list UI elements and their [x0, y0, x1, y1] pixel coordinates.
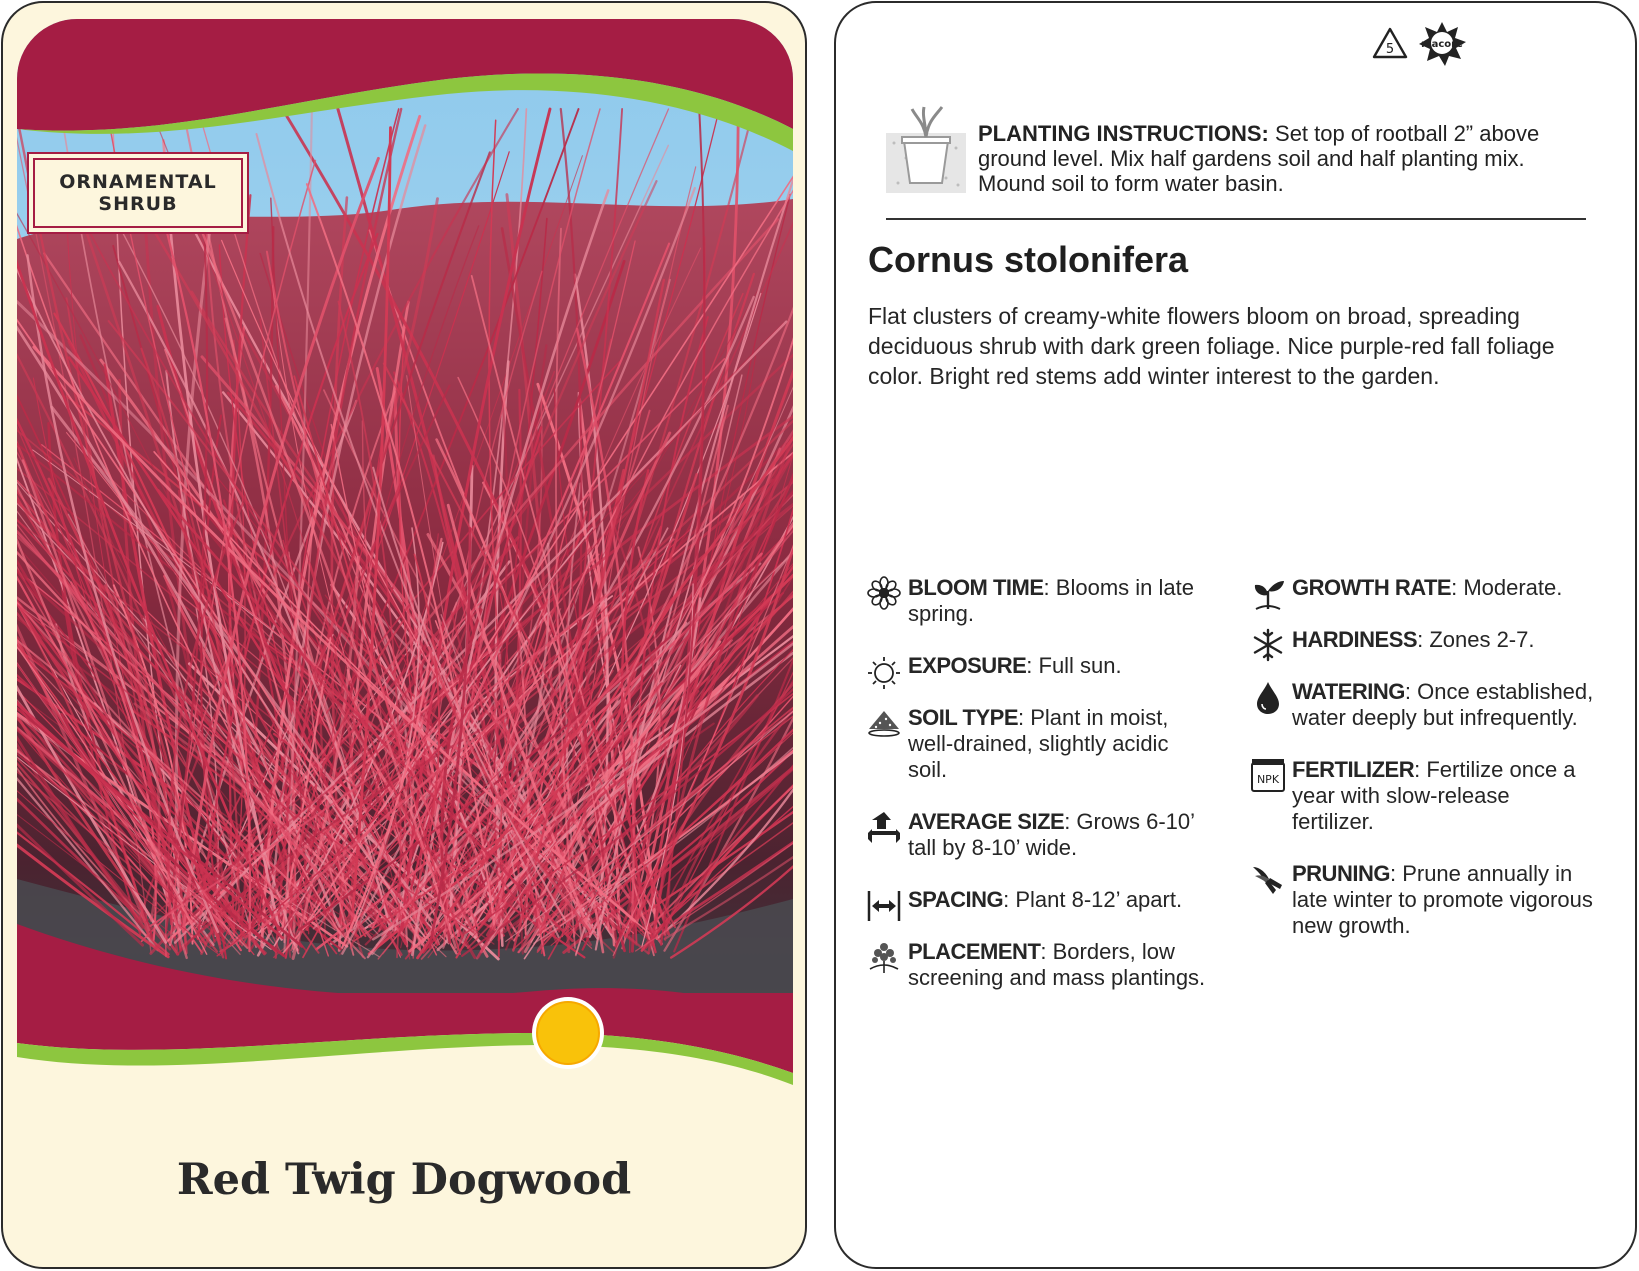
fertilizer-label: FERTILIZER — [1292, 757, 1415, 782]
recycle-number: 5 — [1385, 42, 1395, 57]
planting-instructions — [886, 103, 1586, 203]
macore-brand: macore — [1421, 39, 1463, 50]
planting-text — [978, 121, 1578, 196]
back-card — [834, 1, 1637, 1269]
soil-type-label: SOIL TYPE — [908, 705, 1019, 730]
spacing-value: Plant 8-12’ apart. — [1015, 887, 1183, 912]
potted-plant-icon — [886, 103, 966, 198]
attr-spacing: SPACING: Plant 8-12’ apart. — [866, 887, 1211, 913]
placement-icon — [866, 939, 902, 975]
fertilizer-value: Fertilize once a year with slow-release fertilizer. — [1292, 757, 1576, 834]
attr-growth-rate: GROWTH RATE: Moderate. — [1250, 575, 1595, 601]
pruning-value: Prune annually in late winter to promote vigorous new growth. — [1292, 861, 1593, 938]
exposure-label: EXPOSURE — [908, 653, 1027, 678]
attr-bloom-time: BLOOM TIME: Blooms in late spring. — [866, 575, 1211, 627]
front-card — [1, 1, 807, 1269]
common-name: Red Twig Dogwood — [176, 1155, 632, 1205]
water-drop-icon — [1250, 679, 1286, 715]
bottom-bands — [17, 993, 793, 1113]
hardiness-value: Zones 2-7. — [1429, 627, 1535, 652]
ornamental-shrub-badge — [33, 158, 243, 228]
fertilizer-icon-text: NPK — [1256, 773, 1280, 786]
placement-value: Borders, low screening and mass plantings. — [908, 939, 1206, 990]
bloom-time-label: BLOOM TIME — [908, 575, 1044, 600]
badge-line-1: ORNAMENTAL — [59, 171, 217, 193]
logos — [1371, 21, 1467, 67]
spacing-label: SPACING — [908, 887, 1004, 912]
attr-placement: PLACEMENT: Borders, low screening and mass plantings. — [866, 939, 1211, 991]
planting-body: Set top of rootball 2” above ground level. Mix half gardens soil and half planting mix. Mound soil to form water basin. — [978, 121, 1540, 196]
bloom-time-value: Blooms in late spring. — [908, 575, 1194, 626]
planting-label: PLANTING INSTRUCTIONS: — [978, 121, 1269, 146]
divider — [886, 218, 1586, 220]
spacing-icon — [866, 887, 902, 923]
hardiness-label: HARDINESS — [1292, 627, 1418, 652]
soil-icon — [866, 705, 902, 741]
average-size-value: Grows 6-10’ tall by 8-10’ wide. — [908, 809, 1195, 860]
badge-line-2: SHRUB — [98, 193, 178, 215]
pruning-shears-icon — [1250, 861, 1286, 897]
growth-rate-label: GROWTH RATE — [1292, 575, 1452, 600]
sun-icon — [866, 653, 902, 689]
snowflake-icon — [1250, 627, 1286, 663]
fertilizer-icon — [1250, 757, 1286, 793]
attr-soil-type: SOIL TYPE: Plant in moist, well-drained, slightly acidic soil. — [866, 705, 1211, 783]
attr-hardiness: HARDINESS: Zones 2-7. — [1250, 627, 1595, 653]
pruning-label: PRUNING — [1292, 861, 1390, 886]
sprout-icon — [1250, 575, 1286, 611]
watering-label: WATERING — [1292, 679, 1405, 704]
attr-fertilizer: NPK FERTILIZER: Fertilize once a year with slow-release fertilizer. — [1250, 757, 1595, 835]
soil-type-value: Plant in moist, well-drained, slightly acidic soil. — [908, 705, 1169, 782]
attr-exposure: EXPOSURE: Full sun. — [866, 653, 1211, 679]
latin-name: Cornus stolonifera — [868, 239, 1189, 280]
flower-icon — [866, 575, 902, 611]
recycle-icon — [1371, 26, 1409, 62]
size-icon — [866, 809, 902, 845]
attributes-right — [1250, 575, 1595, 965]
attr-watering: WATERING: Once established, water deeply but infrequently. — [1250, 679, 1595, 731]
average-size-label: AVERAGE SIZE — [908, 809, 1065, 834]
growth-rate-value: Moderate. — [1463, 575, 1563, 600]
attr-average-size: AVERAGE SIZE: Grows 6-10’ tall by 8-10’ wide. — [866, 809, 1211, 861]
plant-description: Flat clusters of creamy-white flowers bloom on broad, spreading deciduous shrub with dark green foliage. Nice purple-red fall foliage color. Bright red stems add winter interest to the garden. — [868, 303, 1555, 389]
placement-label: PLACEMENT — [908, 939, 1041, 964]
macore-logo-icon — [1417, 21, 1467, 67]
watering-value: Once established, water deeply but infrequently. — [1292, 679, 1594, 730]
attr-pruning: PRUNING: Prune annually in late winter to promote vigorous new growth. — [1250, 861, 1595, 939]
full-sun-icon — [530, 995, 606, 1071]
attributes-left — [866, 575, 1211, 1017]
exposure-value: Full sun. — [1038, 653, 1122, 678]
